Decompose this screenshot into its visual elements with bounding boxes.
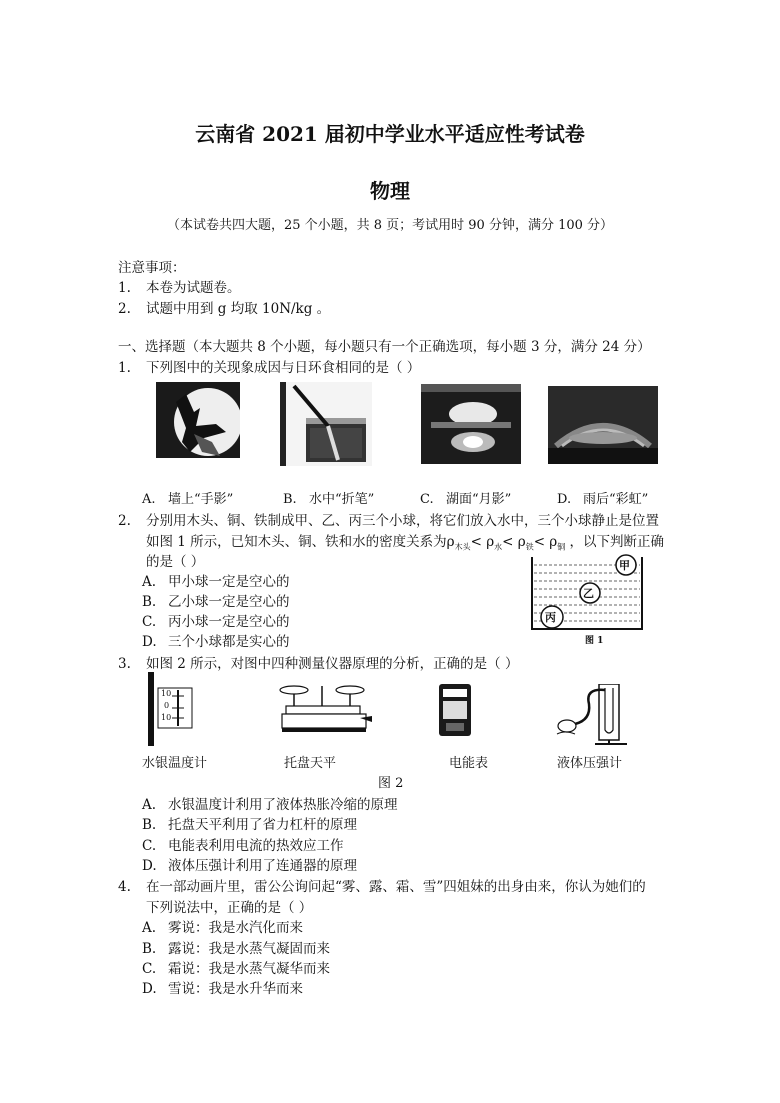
scale-label: 10 (161, 713, 172, 722)
option-text: 甲小球一定是空心的 (168, 574, 290, 590)
subscript: 木头 (454, 542, 471, 552)
option-text: 乙小球一定是空心的 (168, 594, 290, 610)
relation: < ρ (470, 534, 495, 550)
option-text: 露说：我是水蒸气凝固而来 (168, 941, 330, 957)
figure-label-thermometer: 水银温度计 (142, 756, 208, 771)
option-label: A. (142, 492, 156, 507)
question-number: 4. (118, 879, 131, 895)
option-text: 雪说：我是水升华而来 (168, 981, 303, 997)
note-item (118, 276, 241, 296)
option-label: C. (420, 492, 434, 507)
ball-label-bing: 丙 (545, 611, 556, 624)
option-b (142, 813, 357, 833)
figure-label-balance: 托盘天平 (284, 756, 337, 771)
tray-balance-figure (276, 680, 372, 738)
option-label: A. (142, 920, 157, 936)
subject-title: 物理 (370, 179, 410, 203)
notes-heading: 注意事项： (118, 260, 186, 276)
question-number: 2. (118, 513, 131, 529)
option-b (142, 937, 330, 957)
note-text: 试题中用到 g 均取 10N/kg 。 (146, 301, 331, 317)
ball-label-yi: 乙 (583, 587, 594, 600)
option-c (142, 834, 344, 854)
option-text: 霜说：我是水蒸气凝华而来 (168, 961, 330, 977)
option-d (142, 977, 303, 997)
option-text: 电能表利用电流的热效应工作 (168, 838, 344, 854)
option-label: D. (142, 981, 157, 997)
rainbow-photo (548, 386, 658, 464)
subscript: 水 (494, 542, 503, 552)
option-a (142, 793, 398, 813)
electric-meter-figure (438, 683, 472, 737)
lake-moon-photo (421, 384, 521, 464)
question-line: 的是（ ） (146, 554, 205, 570)
question-4 (118, 875, 646, 895)
note-number: 1. (118, 280, 131, 296)
option-text: 墙上“手影” (168, 492, 234, 507)
note-number: 2. (118, 301, 131, 317)
exam-info: （本试卷共四大题，25 个小题，共 8 页；考试用时 90 分钟，满分 100 分） (166, 218, 614, 233)
subscript: 铁 (525, 542, 534, 552)
option-c (142, 610, 290, 630)
subscript: 铜 (557, 542, 566, 552)
question-text: ，以下判断正确 (565, 534, 665, 550)
scale-label: 0 (164, 701, 170, 710)
figure-2-caption: 图 2 (378, 776, 404, 791)
option-label: D. (142, 858, 157, 874)
option-label: D. (557, 492, 572, 507)
figure-label-meter: 电能表 (449, 756, 489, 771)
question-line (146, 530, 664, 553)
figure-1-balls-in-water (530, 553, 650, 647)
option-text: 雨后“彩虹” (583, 492, 649, 507)
note-item (118, 297, 330, 317)
option-label: A. (142, 797, 157, 813)
figure-1-caption: 图 1 (585, 636, 604, 646)
option-text: 雾说：我是水汽化而来 (168, 920, 303, 936)
option-label: C. (142, 961, 157, 977)
figure-label-pressure-gauge: 液体压强计 (557, 756, 623, 771)
option-label: B. (283, 492, 297, 507)
option-a (142, 488, 233, 507)
option-label: A. (142, 574, 157, 590)
option-label: C. (142, 614, 157, 630)
option-a (142, 570, 290, 590)
option-label: B. (142, 817, 157, 833)
question-line: 在一部动画片里，雷公公询问起“雾、露、霜、雪”四姐妹的出身由来，你认为她们的 (146, 879, 646, 895)
question-stem: 下列图中的关现象成因与日环食相同的是（ ） (146, 360, 421, 376)
bent-pencil-photo (280, 382, 372, 466)
option-b (283, 488, 374, 507)
option-d (142, 630, 290, 650)
option-text: 液体压强计利用了连通器的原理 (168, 858, 357, 874)
option-label: B. (142, 594, 157, 610)
scale-label: 10 (161, 689, 172, 698)
option-d (557, 488, 648, 507)
relation: < ρ (502, 534, 526, 550)
option-text: 托盘天平利用了省力杠杆的原理 (168, 817, 357, 833)
option-d (142, 854, 357, 874)
note-text: 本卷为试题卷。 (146, 280, 241, 296)
option-label: D. (142, 634, 157, 650)
exam-title: 云南省 2021 届初中学业水平适应性考试卷 (195, 122, 585, 146)
option-text: 三个小球都是实心的 (168, 634, 290, 650)
option-label: C. (142, 838, 157, 854)
option-b (142, 590, 290, 610)
question-number: 3. (118, 656, 131, 672)
question-line: 下列说法中，正确的是（ ） (146, 900, 313, 916)
question-stem: 如图 2 所示，对图中四种测量仪器原理的分析，正确的是（ ） (146, 656, 519, 672)
question-number: 1. (118, 360, 131, 376)
question-text: 如图 1 所示，已知木头、铜、铁和水的密度关系为ρ (146, 534, 455, 550)
question-line: 分别用木头、铜、铁制成甲、乙、丙三个小球，将它们放入水中，三个小球静止是位置 (146, 513, 659, 529)
question-2 (118, 509, 659, 529)
mercury-thermometer-figure (144, 672, 194, 748)
option-c (142, 957, 330, 977)
option-a (142, 916, 303, 936)
option-text: 水银温度计利用了液体热胀冷缩的原理 (168, 797, 398, 813)
liquid-pressure-gauge-figure (555, 684, 631, 746)
option-text: 湖面“月影” (446, 492, 512, 507)
question-3 (118, 652, 518, 672)
section-heading: 一、选择题（本大题共 8 个小题，每小题只有一个正确选项，每小题 3 分，满分 24 分） (118, 339, 651, 355)
option-label: B. (142, 941, 157, 957)
ball-label-jia: 甲 (619, 559, 630, 572)
option-text: 水中“折笔” (309, 492, 375, 507)
hand-shadow-photo (156, 382, 240, 464)
question-1 (118, 356, 420, 376)
option-c (420, 488, 511, 507)
option-text: 丙小球一定是空心的 (168, 614, 290, 630)
relation: < ρ (533, 534, 558, 550)
